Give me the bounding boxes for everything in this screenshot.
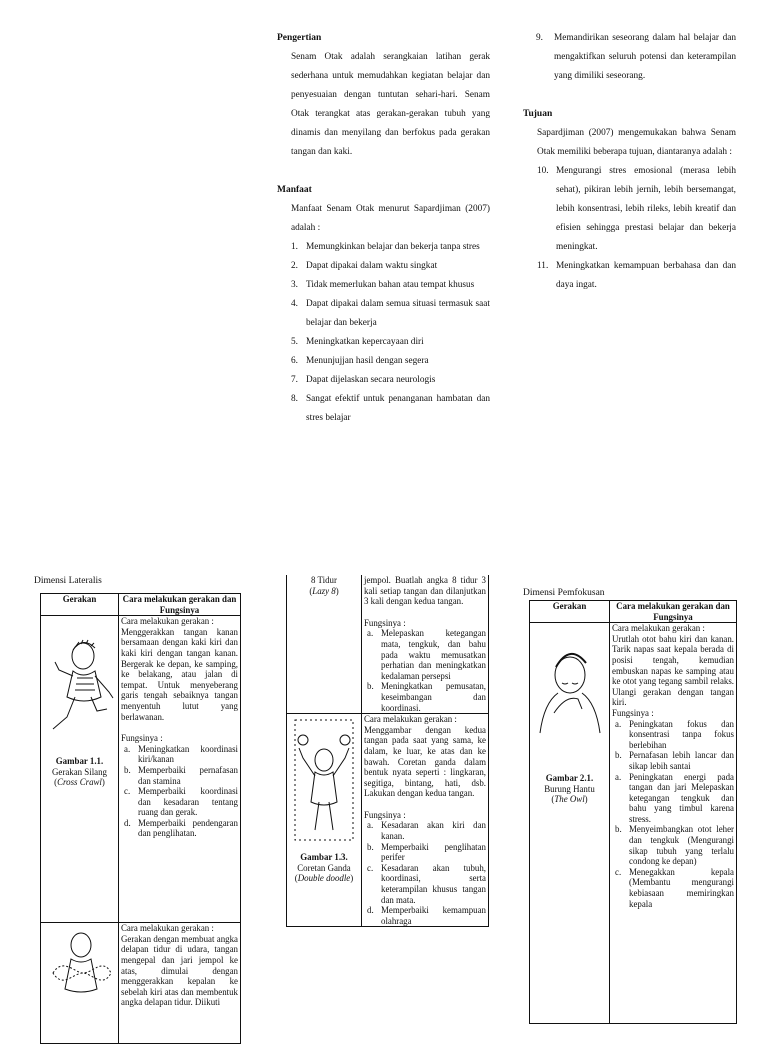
pengertian-body: Senam Otak adalah serangkaian latihan gerak sederhana untuk memudahkan kegiatan belajar dan penyesuaian dengan tuntutan sehari-hari. Senam Otak terangkat atas gerakan-gerakan tubuh yang dinamis dan menyilang dan berfokus pada gerakan tangan dan kaki. — [291, 52, 490, 157]
lazy-8-illustration — [43, 923, 116, 1026]
list-item: a. Meningkatkan koordinasi kiri/kanan — [124, 743, 238, 765]
list-item: c. Menegakkan kepala (Membantu mengurangi kebiasaan memiringkan kepala — [615, 866, 734, 909]
manfaat-heading: Manfaat — [277, 185, 312, 195]
double-doodle-illustration — [289, 714, 359, 852]
tujuan-heading: Tujuan — [523, 109, 553, 119]
table-header-cara: Cara melakukan gerakan dan Fungsinya — [119, 594, 241, 616]
table-row: Gambar 1.3. Coretan Ganda (Double doodle) Cara melakukan gerakan : Menggambar dengan kedua tangan pada saat yang sama, ke dalam, ke luar, ke atas dan ke bawah. Coretan ganda dalam bentuk nyata seperti : lingkaran, segitiga, bintang, hati, dsb. Lakukan dengan kedua tangan. Fungsinya : a. Kesadaran akan kiri dan kanan. b. Memperbaiki penglihatan perifer c. Kesadaran akan tubuh, koordinasi, serta keterampilan khusus tangan dan mata. d. Memperbaiki kemampuan olahraga — [287, 714, 489, 927]
manfaat-list — [277, 238, 490, 428]
cara-text: Menggambar dengan kedua tangan pada saat yang sama, ke dalam, ke luar, ke atas dan ke bawah. Coretan ganda dalam bentuk nyata seperti : lingkaran, segitiga, bintang, hati, dsb. Lakukan dengan kedua tangan. — [364, 724, 486, 799]
figure-caption: Gambar 1.3. Coretan Ganda (Double doodle) — [294, 852, 354, 884]
list-item: d. Memperbaiki pendengaran dan penglihatan. — [124, 817, 238, 839]
cara-text: jempol. Buatlah angka 8 tidur 3 kali setiap tangan dan dilanjutkan 3 kali dengan kedua tangan. — [364, 575, 486, 607]
cara-text: Urutlah otot bahu kiri dan kanan. Tarik napas saat kepala berada di posisi tengah, kemudian embuskan napas ke samping atau ke otot yang tegang sambil relaks. Ulangi gerakan dengan tangan kiri. — [612, 633, 734, 708]
list-item: 5. Meningkatkan kepercayaan diri — [291, 337, 424, 347]
section-title-pemfokusan: Dimensi Pemfokusan — [523, 588, 605, 598]
fungsi-list — [364, 628, 486, 713]
list-item: a. Kesadaran akan kiri dan kanan. — [367, 820, 486, 842]
figure-caption: Gambar 1.1. Gerakan Silang (Cross Crawl) — [52, 756, 107, 788]
table-lateralis — [40, 593, 241, 1044]
column-middle — [277, 29, 490, 428]
fungsi-list — [364, 820, 486, 926]
list-item: b. Pernafasan lebih lancar dan sikap lebih santai — [615, 750, 734, 771]
section-title-lateralis: Dimensi Lateralis — [34, 576, 102, 586]
table-row: Gambar 1.1. Gerakan Silang (Cross Crawl) Cara melakukan gerakan : Menggerakkan tangan kanan bersamaan dengan kaki kiri dan kaki kiri dengan tangan kanan. Bergerak ke depan, ke samping, ke belakang, atau jalan di tempat. Untuk menyeberang garis tengah sebaiknya tangan menyentuh lutut yang berlawanan. Fungsinya : a. Meningkatkan koordinasi kiri/kanan b. Memperbaiki pernafasan dan stamina c. Memperbaiki koordinasi dan kesadaran tentang ruang dan gerak. d. Memperbaiki pendengaran dan penglihatan. — [41, 616, 241, 923]
table-row: Cara melakukan gerakan : Gerakan dengan membuat angka delapan tidur di udara, tangan mengepal dan jari jempol ke atas, dimulai dengan menggerakkan kepalan ke sebelah kiri atas dan membentuk angka delapan tidur. Diikuti — [41, 923, 241, 1044]
manfaat-intro: Manfaat Senam Otak menurut Sapardjiman (2007) adalah : — [291, 204, 490, 233]
column-right — [523, 29, 736, 295]
tujuan-list — [523, 162, 736, 295]
list-item: a. Peningkatan energi pada tangan dan jari Melepaskan ketegangan tengkuk dan bahu yang timbul karena stress. — [615, 771, 734, 824]
cara-text: Menggerakkan tangan kanan bersamaan dengan kaki kiri dan kaki kiri dengan tangan kanan. Bergerak ke depan, ke samping, ke belakang, atau jalan di tempat. Untuk menyeberang garis tengah sebaiknya tangan menyentuh lutut yang berlawanan. — [121, 626, 238, 722]
fungsi-list — [612, 719, 734, 910]
list-item: b. Menyeimbangkan otot leher dan tengkuk (Mengurangi sikap tubuh yang terlalu condong ke depan) — [615, 824, 734, 867]
list-item: 1. Memungkinkan belajar dan bekerja tanpa stres — [291, 242, 480, 252]
table-row: Gambar 2.1. Burung Hantu (The Owl) Cara melakukan gerakan : Urutlah otot bahu kiri dan kanan. Tarik napas saat kepala berada di posisi tengah, kemudian embuskan napas ke samping atau ke otot yang tegang sambil relaks. Ulangi gerakan dengan tangan kiri. Fungsinya : a. Peningkatan fokus dan konsentrasi tanpa fokus berlebihan b. Pernafasan lebih lancar dan sikap lebih santai a. Peningkatan energi pada tangan dan jari Melepaskan ketegangan tengkuk dan bahu yang timbul karena stress. b. Menyeimbangkan otot leher dan tengkuk (Mengurangi sikap tubuh yang terlalu condong ke depan) c. Menegakkan kepala (Membantu mengurangi kebiasaan memiringkan kepala — [530, 623, 737, 1024]
list-item: 9. Memandirikan seseorang dalam hal belajar dan mengaktifkan seluruh potensi dan keterampilan yang dimiliki seseorang. — [536, 33, 736, 81]
table-header-gerakan: Gerakan — [530, 601, 610, 623]
list-item: c. Kesadaran akan tubuh, koordinasi, serta keterampilan khusus tangan dan mata. — [367, 862, 486, 905]
list-item: 3. Tidak memerlukan bahan atau tempat khusus — [291, 280, 475, 290]
table-pemfokusan — [529, 600, 737, 1024]
list-item: 4. Dapat dipakai dalam semua situasi termasuk saat belajar dan bekerja — [291, 299, 490, 328]
list-item: 2. Dapat dipakai dalam waktu singkat — [291, 261, 438, 271]
list-item: b. Memperbaiki penglihatan perifer — [367, 841, 486, 863]
tujuan-intro: Sapardjiman (2007) mengemukakan bahwa Senam Otak memiliki beberapa tujuan, diantaranya adalah : — [537, 128, 736, 157]
list-item: a. Peningkatan fokus dan konsentrasi tanpa fokus berlebihan — [615, 718, 734, 750]
list-item: d. Memperbaiki kemampuan olahraga — [367, 905, 486, 926]
fungsi-list — [121, 744, 238, 839]
list-item: 7. Dapat dijelaskan secara neurologis — [291, 375, 436, 385]
figure-caption: 8 Tidur (Lazy 8) — [309, 575, 339, 596]
manfaat-list-continued — [523, 29, 736, 86]
cara-text: Gerakan dengan membuat angka delapan tidur di udara, tangan mengepal dan jari jempol ke atas, dimulai dengan menggerakkan kepalan ke sebelah kiri atas dan membentuk angka delapan tidur. Diikuti — [121, 933, 238, 1008]
table-lateralis-continued — [286, 575, 489, 927]
table-header-gerakan: Gerakan — [41, 594, 119, 616]
list-item: 10. Mengurangi stres emosional (merasa lebih sehat), pikiran lebih jernih, lebih bersemangat, lebih konsentrasi, lebih rileks, lebih kreatif dan efisien sehingga prestasi belajar dan bekerja meningkat. — [537, 166, 736, 252]
list-item: a. Melepaskan ketegangan mata, tengkuk, dan bahu pada waktu memusatkan perhatian dan meningkatkan kedalaman persepsi — [367, 628, 486, 681]
table-header-cara: Cara melakukan gerakan dan Fungsinya — [610, 601, 737, 623]
list-item: 6. Menunjujjan hasil dengan segera — [291, 356, 429, 366]
list-item: b. Memperbaiki pernafasan dan stamina — [124, 764, 238, 786]
cross-crawl-illustration — [43, 616, 116, 756]
list-item: c. Memperbaiki koordinasi dan kesadaran tentang ruang dan gerak. — [124, 786, 238, 818]
list-item: 8. Sangat efektif untuk penanganan hambatan dan stres belajar — [291, 394, 490, 423]
list-item: b. Meningkatkan pemusatan, keseimbangan dan koordinasi. — [367, 681, 486, 713]
owl-illustration — [532, 623, 607, 773]
list-item: 11. Meningkatkan kemampuan berbahasa dan dan daya ingat. — [537, 261, 736, 290]
pengertian-heading: Pengertian — [277, 33, 322, 43]
figure-caption: Gambar 2.1. Burung Hantu (The Owl) — [544, 773, 595, 805]
table-row: 8 Tidur (Lazy 8) jempol. Buatlah angka 8 tidur 3 kali setiap tangan dan dilanjutkan 3 kali dengan kedua tangan. Fungsinya : a. Melepaskan ketegangan mata, tengkuk, dan bahu pada waktu memusatkan perhatian dan meningkatkan kedalaman persepsi b. Meningkatkan pemusatan, keseimbangan dan koordinasi. — [287, 575, 489, 714]
